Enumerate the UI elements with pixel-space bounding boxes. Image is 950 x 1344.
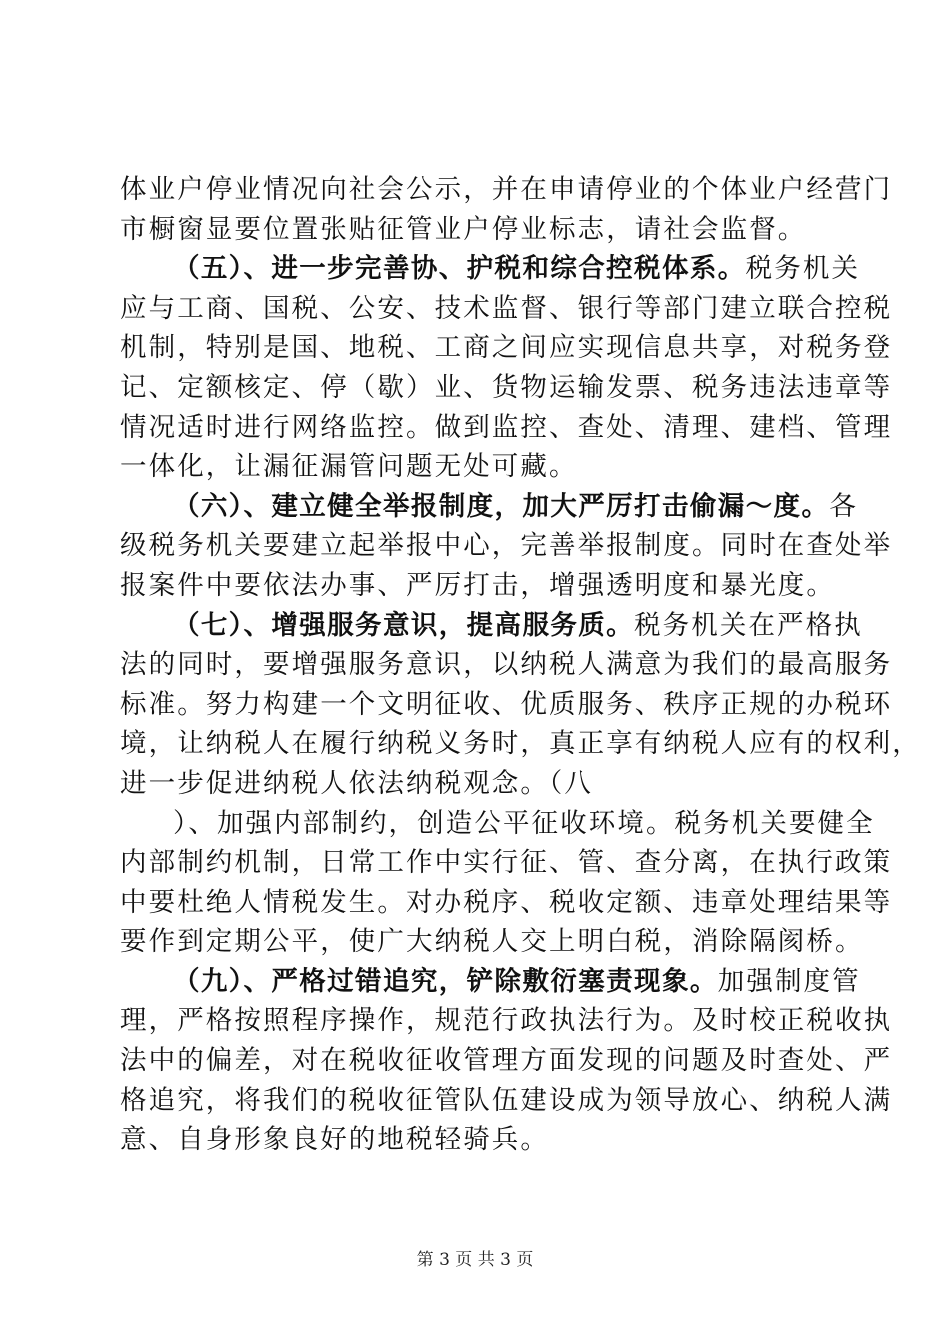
- line-text: 进一步促进纳税人依法纳税观念。（八: [120, 767, 593, 799]
- section-heading: （六）、建立健全举报制度，加大严厉打击偷漏～度。: [173, 490, 830, 522]
- line-text: 记、定额核定、停（歇）业、货物运输发票、税务违法违章等: [120, 371, 893, 403]
- text-line: [120, 408, 893, 448]
- page-footer: [0, 1245, 950, 1270]
- text-line: [120, 328, 893, 368]
- section-heading-line: [120, 606, 863, 646]
- text-line: [120, 566, 835, 606]
- text-line: [120, 764, 835, 804]
- line-text: 格追究，将我们的税收征管队伍建设成为领导放心、纳税人满: [120, 1084, 893, 1116]
- line-text: 税务机关在严格执: [634, 609, 863, 641]
- text-line: [120, 724, 921, 764]
- line-text: 要作到定期公平，使广大纳税人交上明白税，消除隔阂桥。: [120, 926, 864, 958]
- line-text: 情况适时进行网络监控。做到监控、查处、清理、建档、管理: [120, 411, 893, 443]
- section-heading-line: [120, 487, 858, 527]
- section-heading: （五）、进一步完善协、护税和综合控税体系。: [173, 253, 746, 285]
- line-text: 报案件中要依法办事、严厉打击，增强透明度和暴光度。: [120, 569, 835, 601]
- line-text: 中要杜绝人情税发生。对办税序、税收定额、违章处理结果等: [120, 886, 893, 918]
- text-line: [120, 685, 893, 725]
- line-text: 体业户停业情况向社会公示，并在申请停业的个体业户经营门: [120, 174, 893, 205]
- section-heading: （七）、增强服务意识，提高服务质。: [173, 609, 635, 641]
- text-line: [120, 1081, 893, 1121]
- text-line: [120, 922, 864, 962]
- line-text: 各: [829, 490, 858, 522]
- document-body: [120, 170, 921, 1160]
- line-text: 理，严格按照程序操作，规范行政执法行为。及时校正税收执: [120, 1005, 893, 1037]
- line-text: 一体化，让漏征漏管问题无处可藏。: [120, 451, 578, 483]
- text-line: [120, 1001, 893, 1041]
- text-line: [120, 804, 875, 844]
- text-line: [120, 170, 893, 210]
- line-text: 内部制约机制，日常工作中实行征、管、查分离，在执行政策: [120, 847, 893, 879]
- text-line: [120, 210, 835, 250]
- line-text: 境，让纳税人在履行纳税义务时，真正享有纳税人应有的权利，: [120, 728, 921, 760]
- text-line: [120, 289, 893, 329]
- text-line: [120, 447, 835, 487]
- line-text: 应与工商、国税、公安、技术监督、银行等部门建立联合控税: [120, 292, 893, 324]
- line-text: 意、自身形象良好的地税轻骑兵。: [120, 1124, 549, 1156]
- line-text: 市橱窗显要位置张贴征管业户停业标志，请社会监督。: [120, 213, 807, 245]
- line-text: 法中的偏差，对在税收征收管理方面发现的问题及时查处、严: [120, 1045, 893, 1077]
- line-text: ）、加强内部制约，创造公平征收环境。税务机关要健全: [173, 807, 875, 839]
- text-line: [120, 1120, 835, 1160]
- text-line: [120, 645, 893, 685]
- section-heading-line: [120, 962, 861, 1002]
- line-text: 标准。努力构建一个文明征收、优质服务、秩序正规的办税环: [120, 688, 893, 720]
- page-number-label: 第 3 页 共 3 页: [416, 1250, 534, 1270]
- line-text: 加强制度管: [717, 965, 861, 997]
- text-line: [120, 1041, 893, 1081]
- line-text: 法的同时，要增强服务意识，以纳税人满意为我们的最高服务: [120, 649, 893, 681]
- section-heading: （九）、严格过错追究，铲除敷衍塞责现象。: [173, 965, 718, 997]
- text-line: [120, 368, 893, 408]
- text-line: [120, 883, 893, 923]
- section-heading-line: [120, 249, 861, 289]
- line-text: 机制，特别是国、地税、工商之间应实现信息共享，对税务登: [120, 332, 893, 364]
- text-line: [120, 843, 893, 883]
- text-line: [120, 526, 893, 566]
- line-text: 税务机关: [745, 253, 861, 285]
- line-text: 级税务机关要建立起举报中心，完善举报制度。同时在查处举: [120, 530, 893, 562]
